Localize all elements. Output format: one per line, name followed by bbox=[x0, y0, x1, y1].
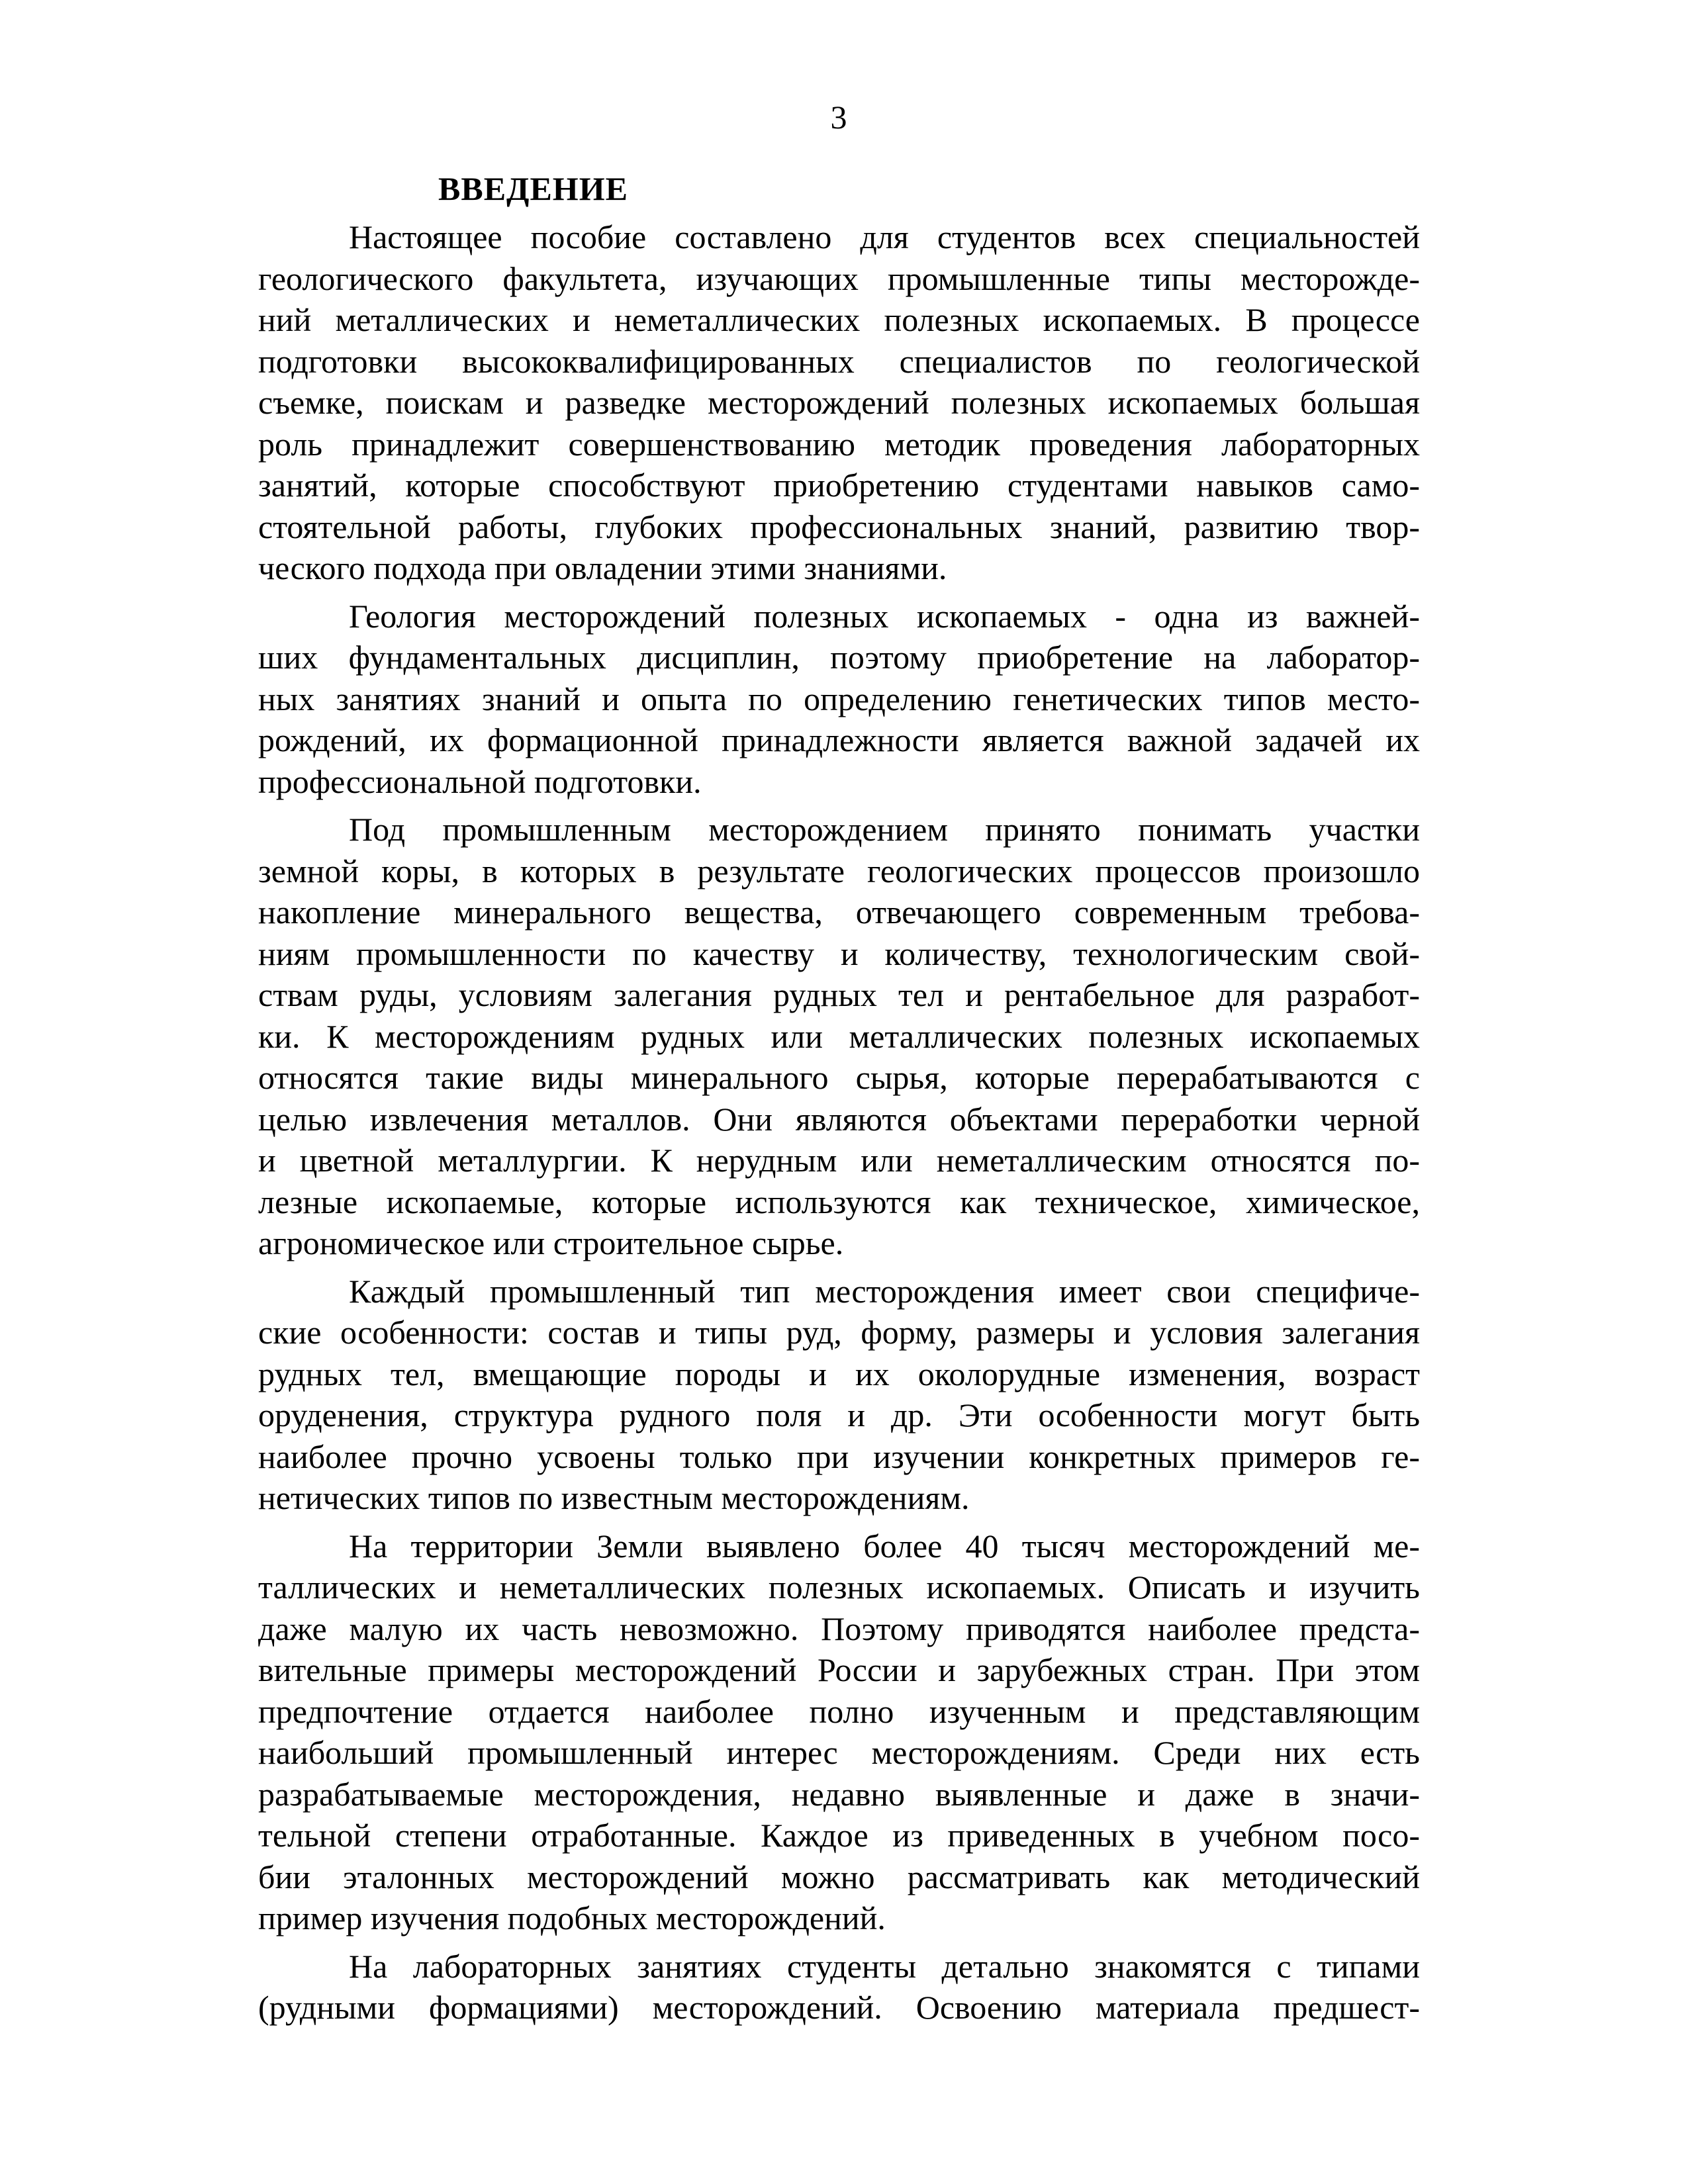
text-line: На лабораторных занятиях студенты детально знакомятся с типами bbox=[349, 1947, 1420, 1985]
text-line: пример изучения подобных месторождений. bbox=[258, 1899, 886, 1936]
text-line: бии эталонных месторождений можно рассматривать как методический bbox=[258, 1858, 1420, 1895]
page-number: 3 bbox=[830, 99, 847, 136]
text-line: тельной степени отработанные. Каждое из приведенных в учебном посо- bbox=[258, 1817, 1420, 1854]
text-line: ниям промышленности по качеству и количеству, технологическим свой- bbox=[258, 934, 1420, 972]
section-heading: ВВЕДЕНИЕ bbox=[438, 170, 628, 207]
text-line: Каждый промышленный тип месторождения имеет свои специфиче- bbox=[349, 1272, 1420, 1310]
paragraph bbox=[258, 1946, 1420, 2028]
paragraph bbox=[258, 809, 1420, 1264]
text-line: занятий, которые способствуют приобретению студентами навыков само- bbox=[258, 467, 1420, 504]
text-line: рождений, их формационной принадлежности является важной задачей их bbox=[258, 721, 1420, 758]
text-line: Под промышленным месторождением принято понимать участки bbox=[349, 811, 1420, 848]
text-line: ных занятиях знаний и опыта по определению генетических типов место- bbox=[258, 680, 1420, 717]
text-line: ствам руды, условиям залегания рудных тел и рентабельное для разработ- bbox=[258, 976, 1420, 1013]
body-text bbox=[258, 216, 1420, 2035]
text-line: земной коры, в которых в результате геологических процессов произошло bbox=[258, 852, 1420, 889]
text-line: ки. К месторождениям рудных или металлических полезных ископаемых bbox=[258, 1017, 1420, 1055]
text-line: нетических типов по известным месторождениям. bbox=[258, 1479, 970, 1516]
text-line: вительные примеры месторождений России и зарубежных стран. При этом bbox=[258, 1651, 1420, 1688]
paragraph bbox=[258, 1271, 1420, 1519]
text-line: и цветной металлургии. К нерудным или неметаллическим относятся по- bbox=[258, 1142, 1420, 1179]
text-line: разрабатываемые месторождения, недавно выявленные и даже в значи- bbox=[258, 1775, 1420, 1813]
paragraph bbox=[258, 216, 1420, 589]
paragraph bbox=[258, 1525, 1420, 1939]
text-line: (рудными формациями) месторождений. Освоению материала предшест- bbox=[258, 1989, 1420, 2026]
text-line: оруденения, структура рудного поля и др. Эти особенности могут быть bbox=[258, 1396, 1420, 1433]
text-line: лезные ископаемые, которые используются как техническое, химическое, bbox=[258, 1183, 1420, 1220]
text-line: относятся такие виды минерального сырья, которые перерабатываются с bbox=[258, 1059, 1420, 1096]
text-line: профессиональной подготовки. bbox=[258, 762, 702, 800]
text-line: наибольший промышленный интерес месторождениям. Среди них есть bbox=[258, 1734, 1420, 1771]
text-line: агрономическое или строительное сырье. bbox=[258, 1224, 844, 1261]
text-line: съемке, поискам и разведке месторождений полезных ископаемых большая bbox=[258, 384, 1420, 421]
text-line: накопление минерального вещества, отвечающего современным требова- bbox=[258, 893, 1420, 931]
text-line: Геология месторождений полезных ископаемых - одна из важней- bbox=[349, 597, 1420, 635]
text-line: геологического факультета, изучающих промышленные типы месторожде- bbox=[258, 259, 1420, 297]
text-line: ские особенности: состав и типы руд, форму, размеры и условия залегания bbox=[258, 1314, 1420, 1351]
text-line: наиболее прочно усвоены только при изучении конкретных примеров ге- bbox=[258, 1437, 1420, 1475]
paragraph bbox=[258, 596, 1420, 803]
text-line: Настоящее пособие составлено для студентов всех специальностей bbox=[349, 218, 1420, 255]
text-line: целью извлечения металлов. Они являются объектами переработки черной bbox=[258, 1100, 1420, 1138]
text-line: даже малую их часть невозможно. Поэтому приводятся наиболее предста- bbox=[258, 1610, 1420, 1647]
text-line: подготовки высококвалифицированных специалистов по геологической bbox=[258, 342, 1420, 380]
text-line: ний металлических и неметаллических полезных ископаемых. В процессе bbox=[258, 301, 1420, 338]
text-line: таллических и неметаллических полезных ископаемых. Описать и изучить bbox=[258, 1569, 1420, 1606]
text-line: роль принадлежит совершенствованию методик проведения лабораторных bbox=[258, 425, 1420, 463]
text-line: предпочтение отдается наиболее полно изученным и представляющим bbox=[258, 1692, 1420, 1730]
text-line: стоятельной работы, глубоких профессиональных знаний, развитию твор- bbox=[258, 508, 1420, 545]
text-line: рудных тел, вмещающие породы и их околорудные изменения, возраст bbox=[258, 1355, 1420, 1392]
text-line: На территории Земли выявлено более 40 тысяч месторождений ме- bbox=[349, 1527, 1420, 1565]
text-line: ших фундаментальных дисциплин, поэтому приобретение на лаборатор- bbox=[258, 639, 1420, 676]
text-line: ческого подхода при овладении этими знаниями. bbox=[258, 549, 947, 586]
